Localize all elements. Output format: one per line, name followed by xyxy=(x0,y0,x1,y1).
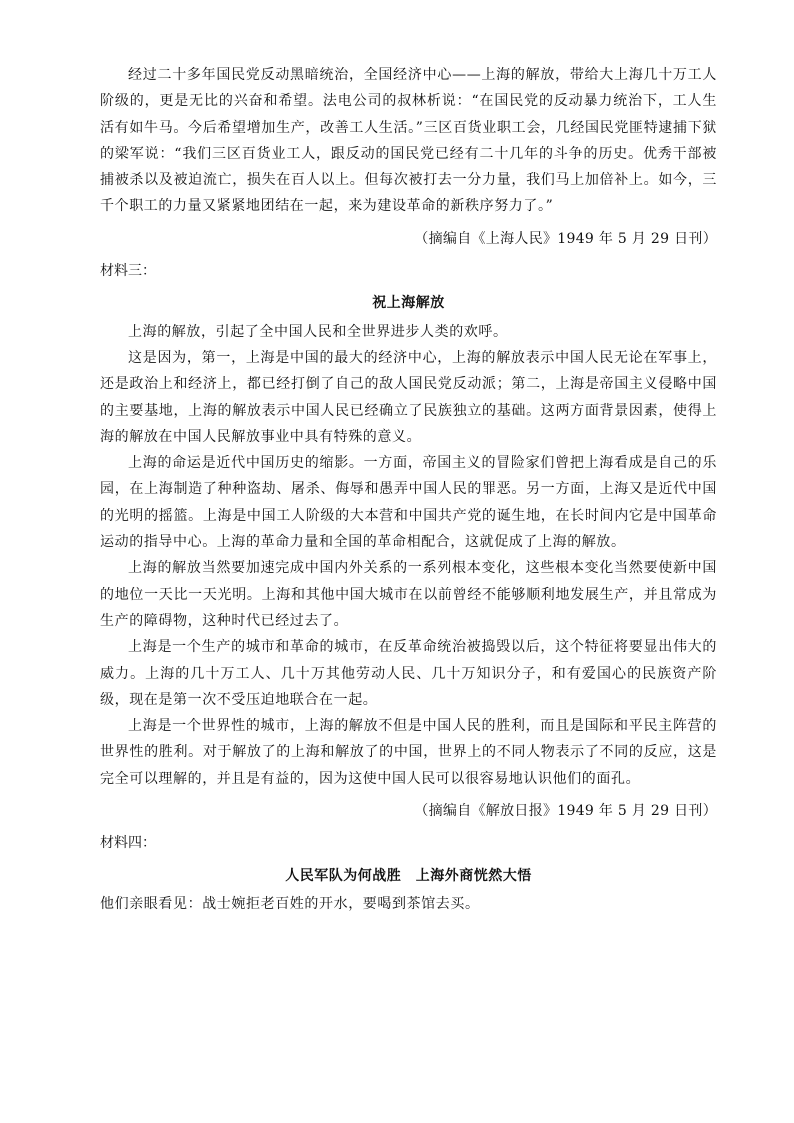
material3-paragraph-6: 上海是一个世界性的城市，上海的解放不但是中国人民的胜利，而且是国际和平民主阵营的世界性的胜利。对于解放了的上海和解放了的中国，世界上的不同人物表示了不同的反应，这是完全可以理解的，并且是有益的，因为这使中国人民可以很容易地认识他们的面孔。 xyxy=(100,718,717,787)
document-page xyxy=(100,62,717,917)
material3-paragraph-4: 上海的解放当然要加速完成中国内外关系的一系列根本变化，这些根本变化当然要使新中国的地位一天比一天光明。上海和其他中国大城市在以前曾经不能够顺利地发展生产，并且常成为生产的障碍物，这种时代已经过去了。 xyxy=(100,560,717,629)
material2-source: （摘编自《上海人民》1949 年 5 月 29 日刊） xyxy=(414,230,717,247)
material3-paragraph-3: 上海的命运是近代中国历史的缩影。一方面，帝国主义的冒险家们曾把上海看成是自己的乐园，在上海制造了种种盗劫、屠杀、侮辱和愚弄中国人民的罪恶。另一方面，上海又是近代中国的光明的摇篮。上海是中国工人阶级的大本营和中国共产党的诞生地，在长时间内它是中国革命运动的指导中心。上海的革命力量和全国的革命相配合，这就促成了上海的解放。 xyxy=(100,455,717,551)
material3-paragraph-1: 上海的解放，引起了全中国人民和全世界进步人类的欢呼。 xyxy=(128,323,508,340)
material2-paragraph: 经过二十多年国民党反动黑暗统治，全国经济中心——上海的解放，带给大上海几十万工人阶级的，更是无比的兴奋和希望。法电公司的叔林析说：“在国民党的反动暴力统治下，工人生活有如牛马。今后希望增加生产，改善工人生活。”三区百货业职工会，几经国民党匪特逮捕下狱的梁军说：“我们三区百货业工人，跟反动的国民党已经有二十几年的斗争的历史。优秀干部被捕被杀以及被迫流亡，损失在百人以上。但每次被打去一分力量，我们马上加倍补上。如今，三千个职工的力量又紧紧地团结在一起，来为建设革命的新秩序努力了。” xyxy=(100,67,717,215)
material4-label: 材料四： xyxy=(100,835,156,852)
material4-title: 人民军队为何战胜 上海外商恍然大悟 xyxy=(285,867,532,884)
material3-title: 祝上海解放 xyxy=(372,295,445,312)
material3-label: 材料三： xyxy=(100,263,156,280)
material4-paragraph: 他们亲眼看见：战士婉拒老百姓的开水，要喝到茶馆去买。 xyxy=(100,895,480,912)
material3-paragraph-5: 上海是一个生产的城市和革命的城市，在反革命统治被捣毁以后，这个特征将要显出伟大的威力。上海的几十万工人、几十万其他劳动人民、几十万知识分子，和有爱国心的民族资产阶级，现在是第一次不受压迫地联合在一起。 xyxy=(100,639,717,708)
material3-source: （摘编自《解放日报》1949 年 5 月 29 日刊） xyxy=(414,803,717,820)
material3-paragraph-2: 这是因为，第一，上海是中国的最大的经济中心，上海的解放表示中国人民无论在军事上，还是政治上和经济上，都已经打倒了自己的敌人国民党反动派；第二，上海是帝国主义侵略中国的主要基地，上海的解放表示中国人民已经确立了民族独立的基础。这两方面背景因素，使得上海的解放在中国人民解放事业中具有特殊的意义。 xyxy=(100,349,717,445)
